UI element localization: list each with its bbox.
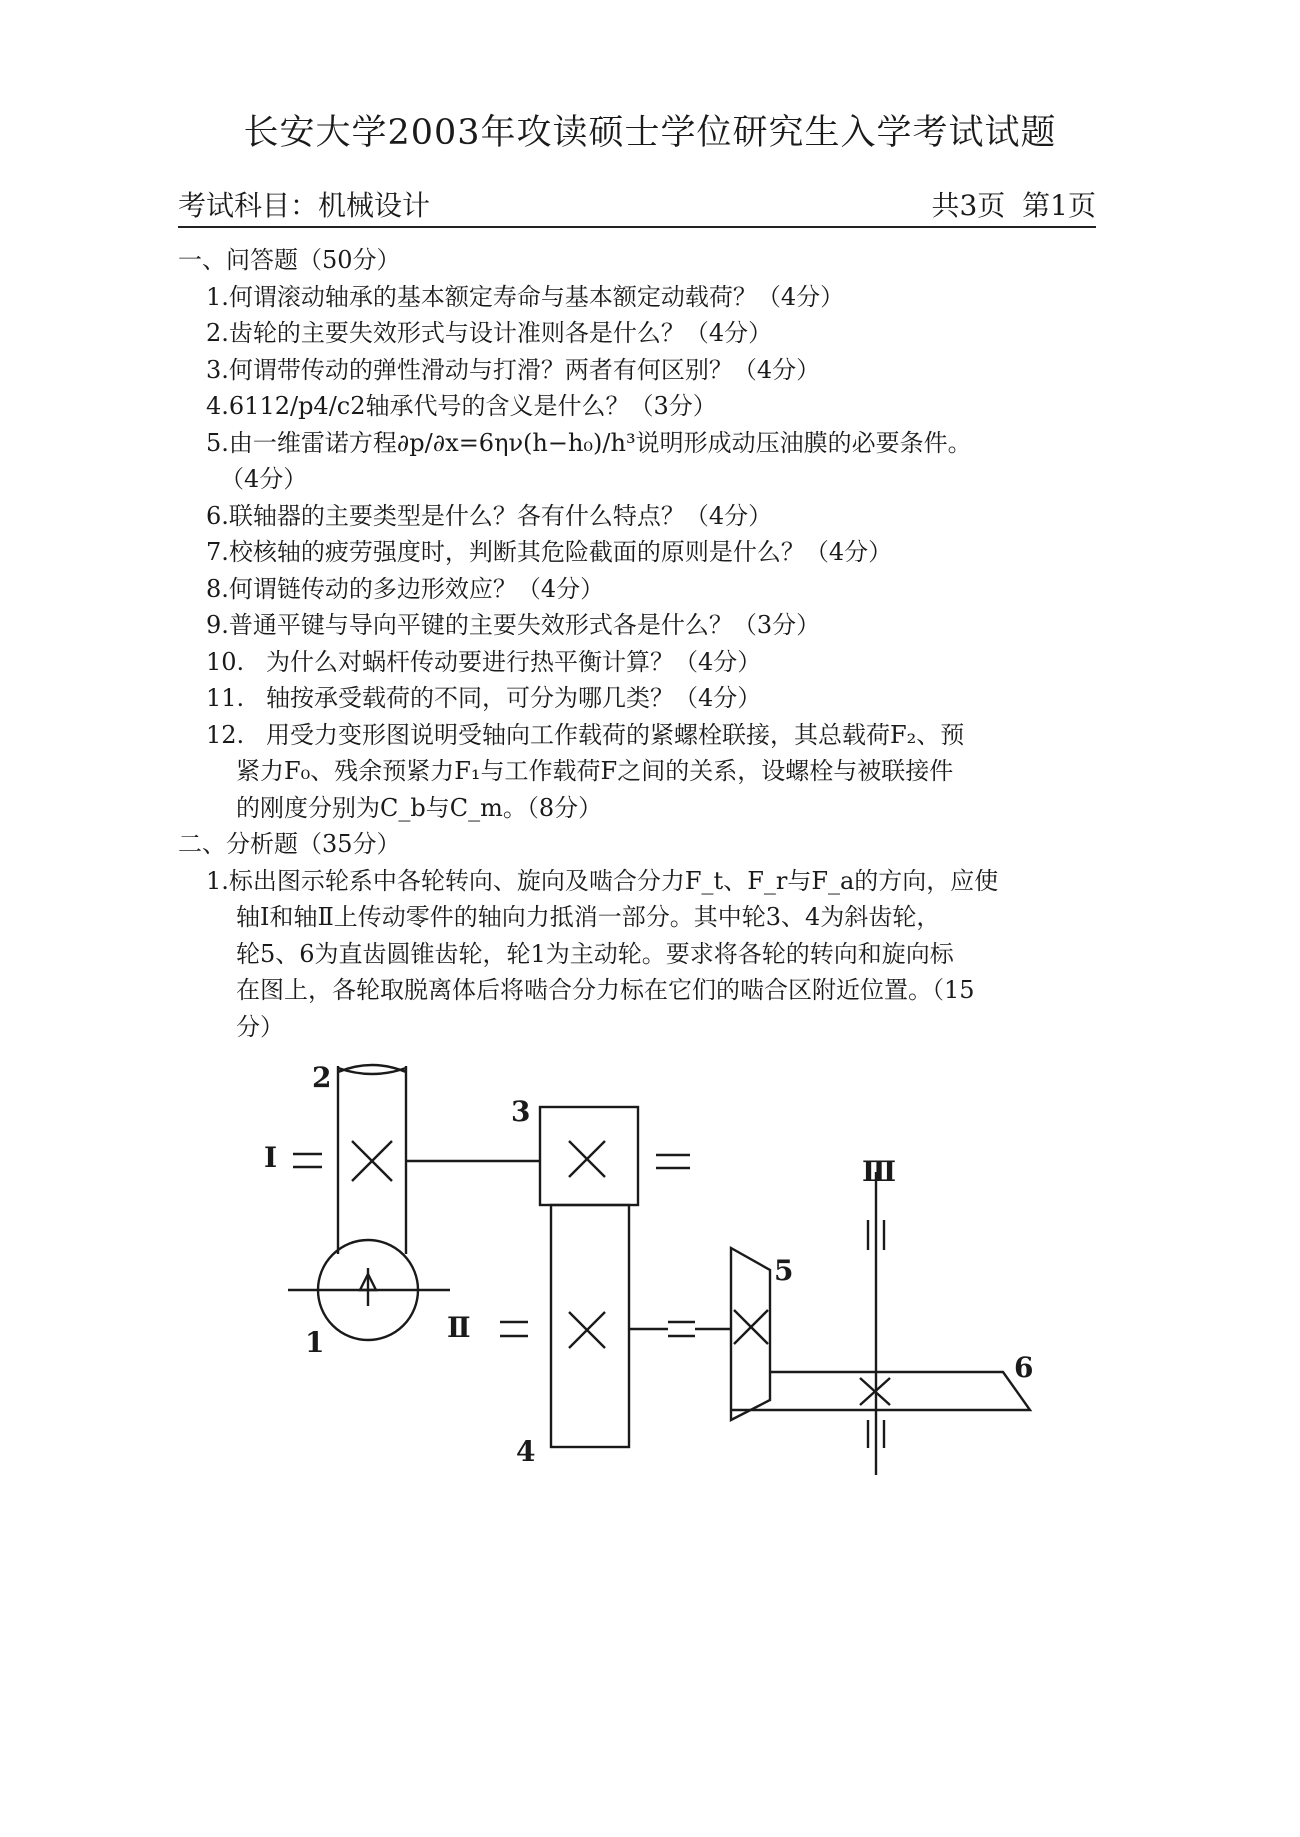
page-count: 共3页 第1页 (931, 189, 1096, 222)
exam-body (178, 242, 1118, 1045)
question-12-line3: 的刚度分别为C_b与C_m。（8分） (236, 793, 603, 822)
question-12 (178, 717, 1118, 754)
analysis-question-1-line4: 在图上，各轮取脱离体后将啮合分力标在它们的啮合区附近位置。（15 (236, 976, 975, 1004)
section1-heading: 一、问答题（50分） (178, 246, 401, 274)
exam-title: 长安大学2003年攻读硕士学位研究生入学考试试题 (243, 113, 1057, 153)
label-shaft-3: Ⅲ (862, 1155, 897, 1188)
gear-3-helical (540, 1107, 690, 1205)
question-5: 5.由一维雷诺方程∂p/∂x=6ην(h−h₀)/h³说明形成动压油膜的必要条件。 (206, 428, 972, 457)
label-gear-4: 4 (516, 1435, 536, 1468)
gear-5-bevel (731, 1248, 770, 1420)
question-2: 2.齿轮的主要失效形式与设计准则各是什么？（4分） (206, 319, 773, 347)
question-11 (178, 680, 1118, 717)
gear-1-worm (288, 1240, 450, 1340)
subject-row (178, 182, 1096, 228)
gear-6-bevel (731, 1372, 1030, 1410)
label-gear-2: 2 (312, 1061, 332, 1094)
shaft-2 (500, 1322, 731, 1336)
section2-heading: 二、分析题（35分） (178, 830, 401, 858)
question-11-text: 轴按承受载荷的不同，可分为哪几类？（4分） (266, 684, 762, 712)
label-gear-1: 1 (305, 1326, 325, 1359)
analysis-question-1-line1: 1.标出图示轮系中各轮转向、旋向及啮合分力F_t、F_r与F_a的方向，应使 (206, 866, 999, 895)
shaft-1 (293, 1154, 540, 1167)
analysis-question-1-line3: 轮5、6为直齿圆锥齿轮，轮1为主动轮。要求将各轮的转向和旋向标 (236, 939, 954, 968)
exam-subject: 考试科目：机械设计 (178, 189, 431, 222)
question-12-number: 12. (206, 720, 245, 749)
label-gear-3: 3 (511, 1095, 531, 1128)
question-9: 9.普通平键与导向平键的主要失效形式各是什么？（3分） (206, 611, 821, 639)
label-gear-5: 5 (774, 1254, 794, 1287)
question-10-text: 为什么对蜗杆传动要进行热平衡计算？（4分） (266, 647, 762, 676)
question-10-number: 10. (206, 647, 245, 676)
question-11-number: 11. (206, 684, 245, 712)
question-3: 3.何谓带传动的弹性滑动与打滑？两者有何区别？（4分） (206, 355, 821, 384)
question-6: 6.联轴器的主要类型是什么？各有什么特点？（4分） (206, 501, 773, 530)
label-shaft-2: Ⅱ (447, 1311, 471, 1344)
question-12-line1: 用受力变形图说明受轴向工作载荷的紧螺栓联接，其总载荷F₂、预 (266, 720, 965, 749)
gear-4-helical (551, 1205, 629, 1447)
question-1: 1.何谓滚动轴承的基本额定寿命与基本额定动载荷？（4分） (206, 282, 845, 311)
gear-2-worm-wheel (338, 1065, 406, 1254)
label-shaft-1: Ⅰ (264, 1141, 278, 1174)
question-4: 4.6112/p4/c2轴承代号的含义是什么？（3分） (206, 392, 717, 420)
analysis-question-1-line5: 分） (236, 1012, 284, 1041)
question-8: 8.何谓链传动的多边形效应？（4分） (206, 574, 605, 603)
question-5-score: （4分） (220, 465, 308, 493)
analysis-question-1-line2: 轴Ⅰ和轴Ⅱ上传动零件的轴向力抵消一部分。其中轮3、4为斜齿轮， (236, 903, 941, 931)
question-7: 7.校核轴的疲劳强度时，判断其危险截面的原则是什么？（4分） (206, 538, 893, 566)
question-10 (178, 644, 1118, 681)
label-gear-6: 6 (1014, 1351, 1034, 1384)
shaft-3 (868, 1172, 884, 1475)
question-12-line2: 紧力F₀、残余预紧力F₁与工作载荷F之间的关系，设螺栓与被联接件 (236, 757, 954, 785)
